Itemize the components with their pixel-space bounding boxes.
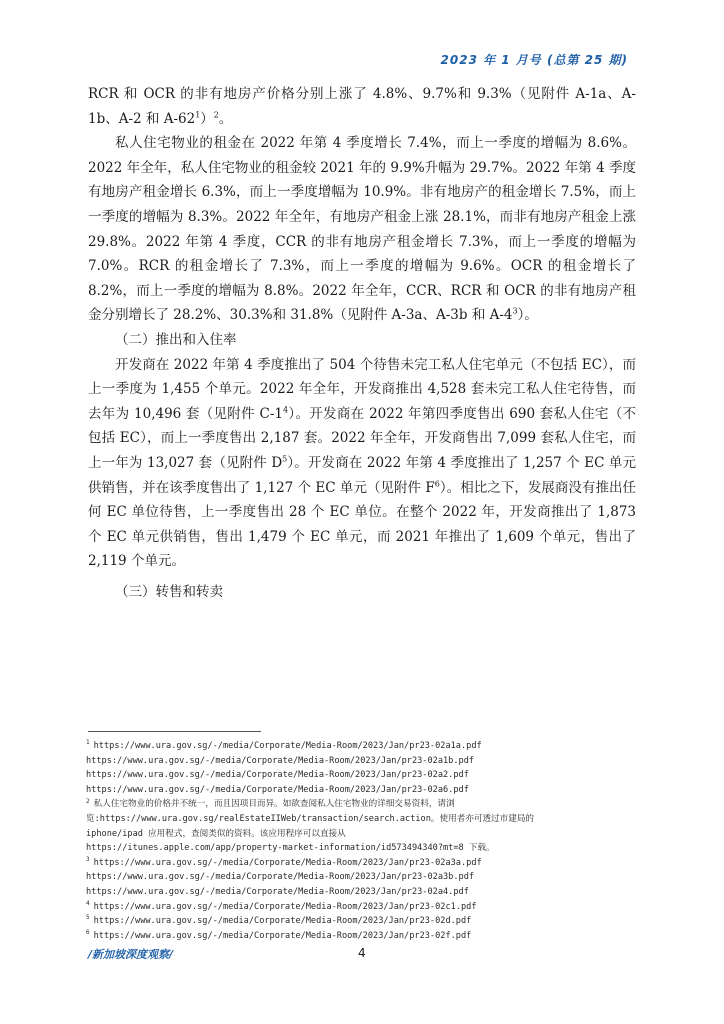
footnote-ref[interactable]: 1	[195, 110, 201, 120]
page-number: 4	[358, 946, 366, 960]
footnote-3-line[interactable]: https://www.ura.gov.sg/-/media/Corporate/Media-Room/2023/Jan/pr23-02a3b.pdf	[86, 872, 475, 883]
footnote-ref[interactable]: 4	[282, 405, 289, 415]
section-heading-supply: （二）推出和入住率	[115, 331, 237, 348]
footnote-2-line: https://itunes.apple.com/app/property-market-information/id573494340?mt=8 下载。	[86, 843, 495, 854]
issue-header: 2023 年 1 月号 (总第 25 期)	[440, 53, 628, 67]
footnote-3: $^3$ https://www.ura.gov.sg/-/media/Corporate/Media-Room/2023/Jan/pr23-02a3a.pdf	[86, 855, 482, 868]
footnotes	[86, 739, 646, 943]
footnote-ref[interactable]: 3	[512, 306, 518, 316]
footnote-divider	[88, 731, 261, 732]
footnote-1-line[interactable]: https://www.ura.gov.sg/-/media/Corporate/Media-Room/2023/Jan/pr23-02a6.pdf	[86, 784, 469, 795]
footnote-ref[interactable]: 5	[282, 454, 288, 464]
paragraph-supply: 开发商在 2022 年第 4 季度推出了 504 个待售未完工私人住宅单元（不包括 EC），而上一季度为 1,455 个单元。2022 年全年，开发商推出 4,528 套未完工私人住宅待售，而去年为 10,496 套（见附件 C-1$^4$）。开发商在 2022 年第四季度售出 690 套私人住宅（不包括 EC），而上一季度售出 2,187 套。2022 年全年，开发商售出 7,099 套私人住宅，而上一年为 13,027 套（见附件 D$^5$）。开发商在 2022 年第 4 季度推出了 1,257 个 EC 单元供销售，并在该季度售出了 1,127 个 EC 单元（见附件 F$^6$）。相比之下，发展商没有推出任何 EC 单位待售，上一季度售出 28 个 EC 单位。在整个 2022 年，开发商推出了 1,873 个 EC 单元供销售，售出 1,479 个 EC 单元，而 2021 年推出了 1,609 个单元，售出了 2,119 个单元。	[88, 356, 637, 570]
footnote-6: $^6$ https://www.ura.gov.sg/-/media/Corporate/Media-Room/2023/Jan/pr23-02f.pdf	[86, 928, 472, 941]
paragraph-rent: 私人住宅物业的租金在 2022 年第 4 季度增长 7.4%，而上一季度的增幅为 8.6%。2022 年全年，私人住宅物业的租金较 2021 年的 9.9%升幅为 29.7%。2022 年第 4 季度有地房产租金增长 6.3%，而上一季度增幅为 10.9%。非有地房产的租金增长 7.5%，而上一季度的增幅为 8.3%。2022 年全年，有地房产租金上涨 28.1%，而非有地房产租金上涨 29.8%。2022 年第 4 季度，CCR 的非有地房产租金增长 7.3%，而上一季度的增幅为 7.0%。RCR 的租金增长了 7.3%，而上一季度的增幅为 9.6%。OCR 的租金增长了 8.2%，而上一季度的增幅为 8.8%。2022 年全年，CCR、RCR 和 OCR 的非有地房产租金分别增长了 28.2%、30.3%和 31.8%（见附件 A-3a、A-3b 和 A-4$^3$）。	[88, 135, 636, 324]
article-body	[88, 82, 636, 604]
footnote-2-line: 览:https://www.ura.gov.sg/realEstateIIWeb/transaction/search.action。使用者亦可透过市建局的	[86, 813, 535, 824]
paragraph-price: RCR 和 OCR 的非有地房产价格分别上涨了 4.8%、9.7%和 9.3%（见附件 A-1a、A-1b、A-2 和 A-62$^1$）$^2$。	[88, 86, 636, 127]
footnote-2: $^2$ 私人住宅物业的价格并不统一，而且因项目而异。如欲查阅私人住宅物业的详细交易资料，请浏	[86, 797, 455, 810]
footnote-1: $^1$ https://www.ura.gov.sg/-/media/Corporate/Media-Room/2023/Jan/pr23-02a1a.pdf	[86, 739, 482, 751]
section-heading-resale: （三）转售和转卖	[115, 583, 223, 600]
footnote-1-line[interactable]: https://www.ura.gov.sg/-/media/Corporate/Media-Room/2023/Jan/pr23-02a2.pdf	[86, 770, 469, 781]
footnote-ref[interactable]: 2	[213, 110, 219, 120]
publication-name: /新加坡深度观察/	[88, 948, 174, 961]
footnote-3-line[interactable]: https://www.ura.gov.sg/-/media/Corporate/Media-Room/2023/Jan/pr23-02a4.pdf	[86, 886, 469, 897]
footnote-5: $^5$ https://www.ura.gov.sg/-/media/Corporate/Media-Room/2023/Jan/pr23-02d.pdf	[86, 914, 472, 927]
footnote-1-line[interactable]: https://www.ura.gov.sg/-/media/Corporate/Media-Room/2023/Jan/pr23-02a1b.pdf	[86, 755, 475, 766]
footnote-ref[interactable]: 6	[434, 479, 440, 488]
footnote-2-line: iphone/ipad 应用程式，查阅类似的资料。该应用程序可以直接从	[86, 828, 346, 839]
footnote-4: $^4$ https://www.ura.gov.sg/-/media/Corporate/Media-Room/2023/Jan/pr23-02c1.pdf	[86, 899, 477, 912]
